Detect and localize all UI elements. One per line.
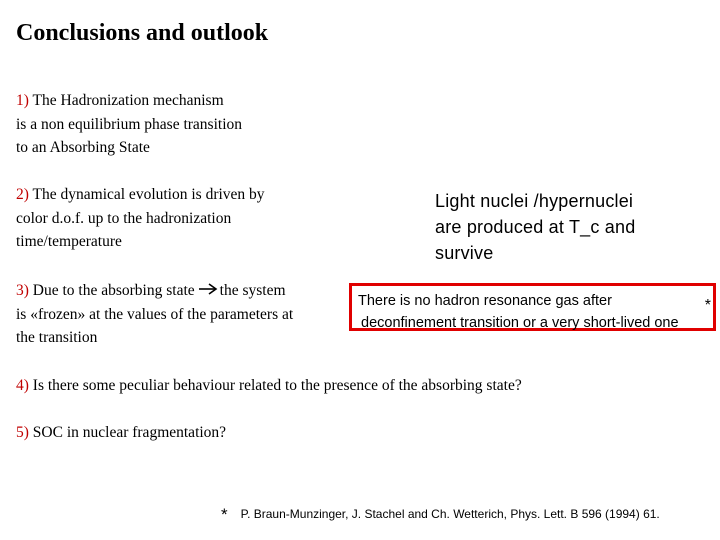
item-5-number: 5) bbox=[16, 424, 29, 441]
item-1-text: The Hadronization mechanism bbox=[32, 92, 224, 109]
item-1 bbox=[16, 89, 242, 160]
boxed-note-line-1: There is no hadron resonance gas after bbox=[358, 293, 612, 309]
item-3-number: 3) bbox=[16, 282, 29, 299]
item-1-line-3: to an Absorbing State bbox=[16, 139, 150, 156]
footnote-asterisk: * bbox=[221, 505, 228, 524]
slide-title: Conclusions and outlook bbox=[16, 20, 269, 46]
item-4-text: Is there some peculiar behaviour related to the presence of the absorbing state? bbox=[32, 377, 522, 394]
item-3 bbox=[16, 279, 293, 350]
item-1-line-2: is a non equilibrium phase transition bbox=[16, 115, 243, 133]
side-note-line-1: Light nuclei /hypernuclei bbox=[435, 191, 634, 211]
item-2-line-3: time/temperature bbox=[16, 233, 122, 250]
boxed-note bbox=[349, 283, 716, 331]
item-5 bbox=[16, 421, 226, 445]
item-2-line-1 bbox=[16, 183, 265, 207]
item-2-text: The dynamical evolution is driven by bbox=[32, 186, 265, 203]
item-1-number: 1) bbox=[16, 92, 29, 109]
item-1-line-1 bbox=[16, 89, 242, 113]
item-2-number: 2) bbox=[16, 186, 29, 203]
item-2-line-2: color d.o.f. up to the hadronization bbox=[16, 209, 232, 227]
side-note-line-3: survive bbox=[435, 243, 494, 263]
item-4-number: 4) bbox=[16, 377, 29, 394]
side-note bbox=[435, 188, 635, 266]
right-arrow-icon bbox=[197, 282, 219, 296]
item-3-line-2: is «frozen» at the values of the parameters at bbox=[16, 305, 294, 323]
side-note-line-2: are produced at T_c and bbox=[435, 217, 636, 237]
item-4 bbox=[16, 374, 522, 398]
item-3-line-3: the transition bbox=[16, 329, 98, 346]
boxed-note-asterisk: * bbox=[704, 297, 711, 314]
item-3-text-a: Due to the absorbing state bbox=[32, 282, 195, 299]
item-3-line-1 bbox=[16, 279, 293, 303]
boxed-note-line-2: deconfinement transition or a very short-lived one bbox=[361, 315, 679, 331]
item-2 bbox=[16, 183, 265, 254]
item-3-text-b: the system bbox=[219, 282, 286, 299]
item-5-text: SOC in nuclear fragmentation? bbox=[32, 424, 227, 441]
footnote-text: P. Braun-Munzinger, J. Stachel and Ch. Wetterich, Phys. Lett. B 596 (1994) 61. bbox=[240, 507, 660, 521]
footnote bbox=[221, 505, 660, 524]
